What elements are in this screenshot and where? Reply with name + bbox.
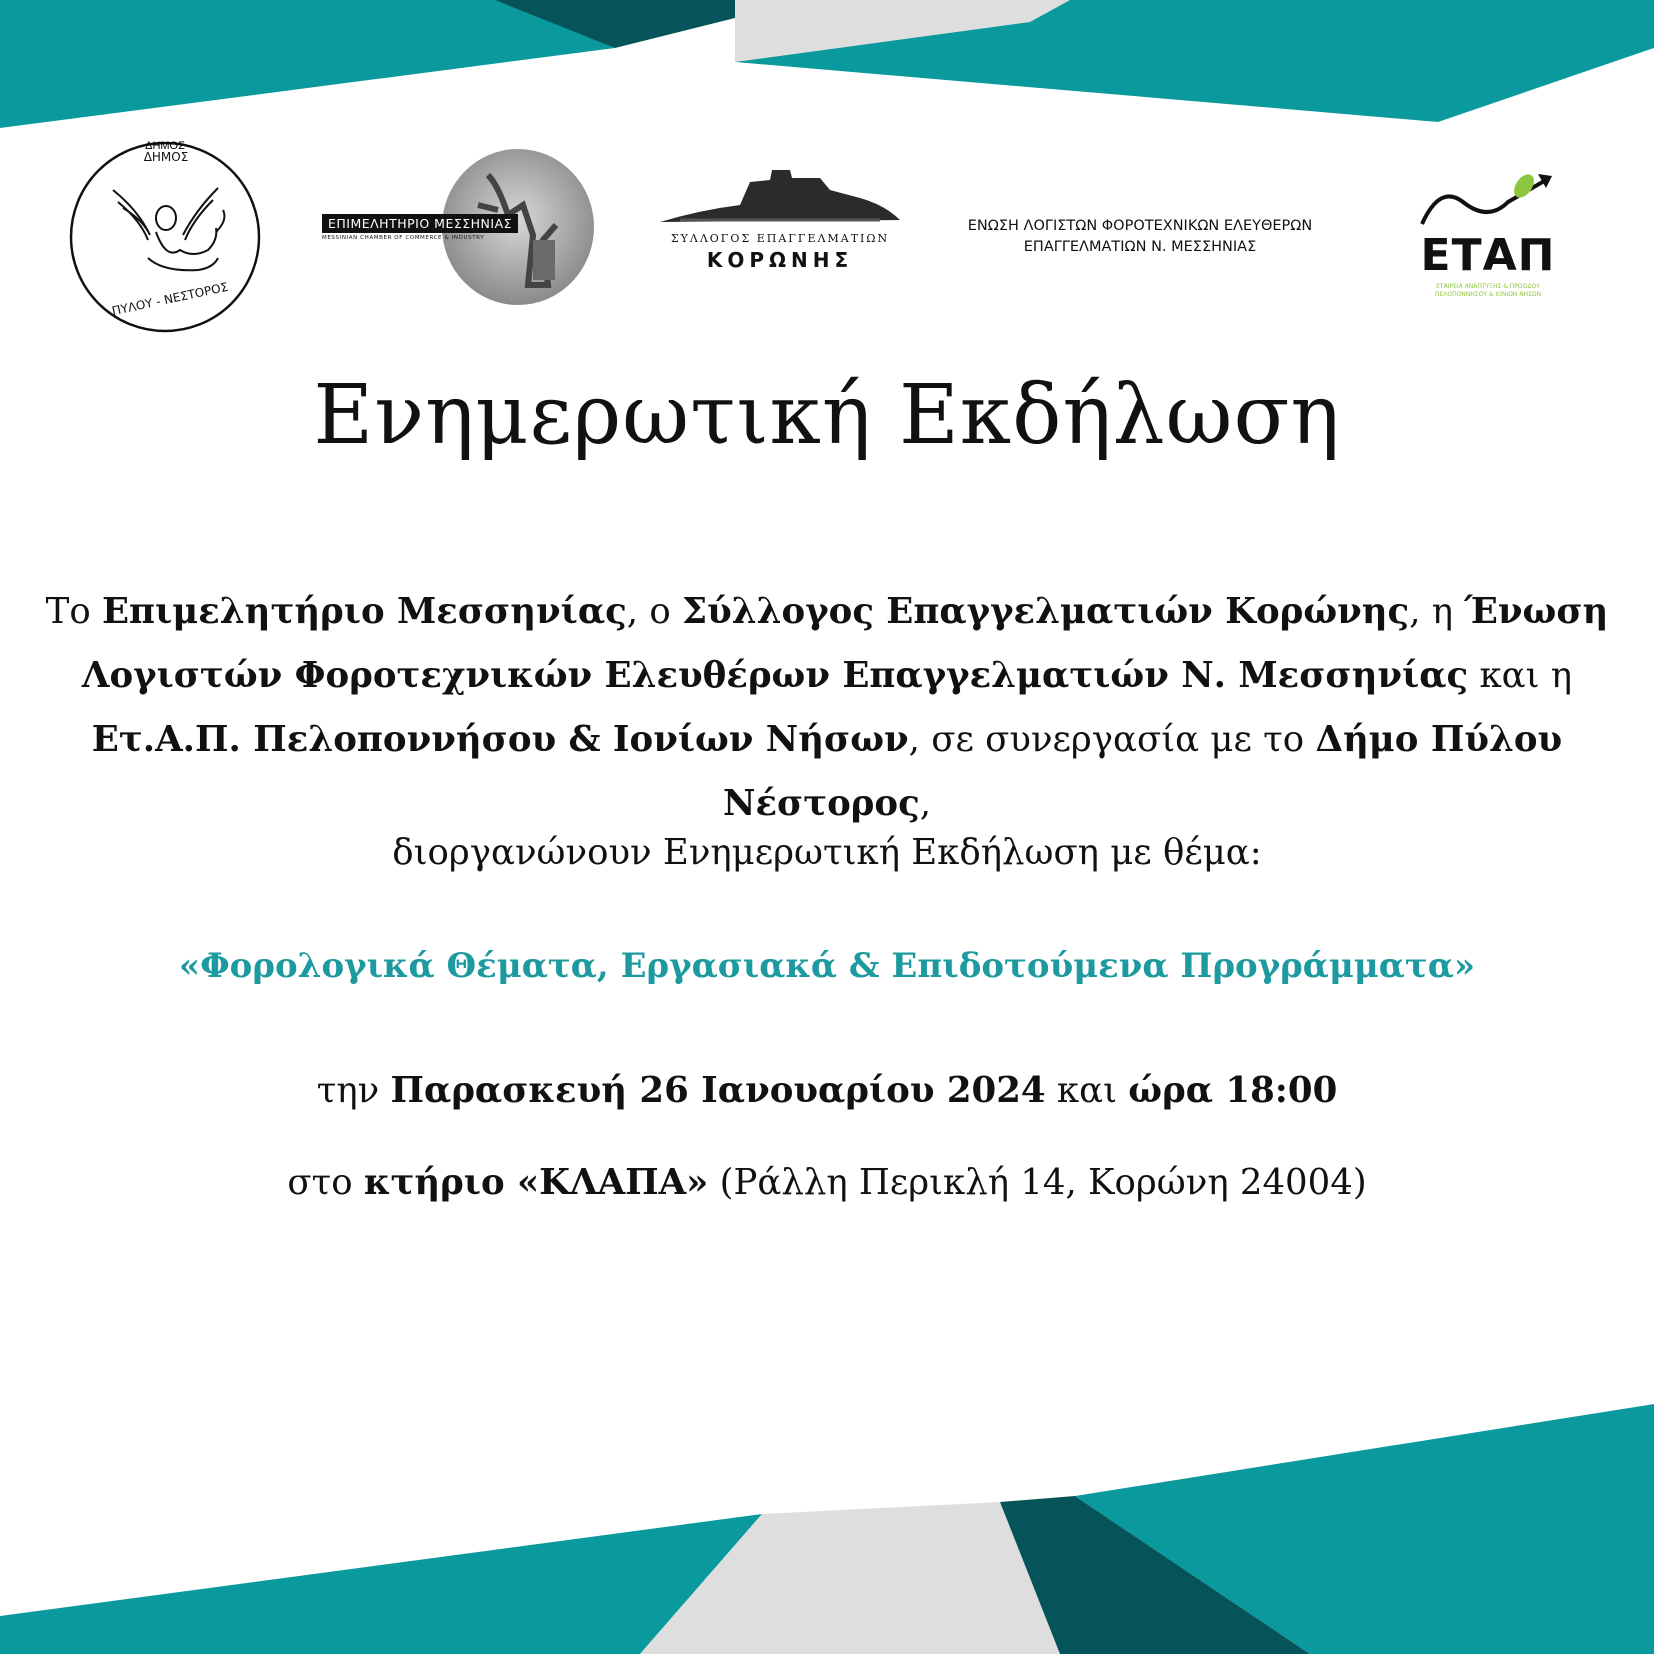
dimos-top-text: ΔΗΜΟΣ xyxy=(145,140,185,152)
winged-lion-icon xyxy=(113,188,224,270)
intro-enosi: Ένωση Λογιστών Φοροτεχνικών Ελευθέρων Επαγγελματιών Ν. Μεσσηνίας xyxy=(81,591,1609,696)
intro-text-5: , σε συνεργασία με το xyxy=(908,719,1316,760)
date-text-1: την xyxy=(316,1070,391,1111)
castle-icon xyxy=(660,160,900,230)
date-line xyxy=(0,1070,1654,1111)
chamber-sub: MESSINIAN CHAMBER OF COMMERCE & INDUSTRY xyxy=(322,235,485,241)
intro-text-6: , xyxy=(919,783,931,824)
intro-text-2: , ο xyxy=(626,591,683,632)
venue-line xyxy=(0,1162,1654,1203)
bottom-left-teal-shape xyxy=(0,1514,762,1654)
venue-name: κτήριο «ΚΛΑΠΑ» xyxy=(363,1162,709,1203)
enosi-logo-text xyxy=(940,216,1340,258)
koroni-name: ΚΟΡΩΝΗΣ xyxy=(706,248,854,272)
event-theme: «Φορολογικά Θέματα, Εργασιακά & Επιδοτούμενα Προγράμματα» xyxy=(178,946,1476,986)
growth-arrow-leaf-icon xyxy=(1418,172,1558,232)
etap-sub-1: ΕΤΑΙΡΕΙΑ ΑΝΑΠΤΥΞΗΣ & ΠΡΟΟΔΟΥ xyxy=(1436,283,1540,290)
venue-text-1: στο xyxy=(287,1162,364,1203)
etap-sub xyxy=(1418,283,1558,299)
partner-logos xyxy=(0,0,1654,330)
dimos-top-label: ΔΗΜΟΣ xyxy=(143,150,189,164)
etap-name: ΕΤΑΠ xyxy=(1420,230,1556,281)
intro-text-4: και η xyxy=(1468,655,1573,696)
event-date: Παρασκευή 26 Ιανουαρίου 2024 xyxy=(390,1070,1046,1111)
intro-dimos: Δήμο Πύλου Νέστορος xyxy=(723,719,1563,824)
intro-koroni: Σύλλογος Επαγγελματιών Κορώνης xyxy=(682,591,1410,632)
intro-chamber: Επιμελητήριο Μεσσηνίας xyxy=(102,591,627,632)
enosi-line-1: ΕΝΩΣΗ ΛΟΓΙΣΤΩΝ ΦΟΡΟΤΕΧΝΙΚΩΝ ΕΛΕΥΘΕΡΩΝ xyxy=(967,218,1313,234)
intro-etap: Ετ.Α.Π. Πελοποννήσου & Ιονίων Νήσων xyxy=(91,719,909,760)
etap-sub-2: ΠΕΛΟΠΟΝΝΗΣΟΥ & ΙΟΝΙΩΝ ΝΗΣΩΝ xyxy=(1434,291,1542,298)
date-text-2: και xyxy=(1045,1070,1129,1111)
chamber-name: ΕΠΙΜΕΛΗΤΗΡΙΟ ΜΕΣΣΗΝΙΑΣ xyxy=(322,214,518,233)
intro-paragraph xyxy=(30,580,1624,836)
intro-text-1: Το xyxy=(45,591,102,632)
enosi-line-2: ΕΠΑΓΓΕΛΜΑΤΙΩΝ Ν. ΜΕΣΣΗΝΙΑΣ xyxy=(1023,239,1257,255)
venue-address: (Ράλλη Περικλή 14, Κορώνη 24004) xyxy=(708,1162,1367,1203)
event-time: ώρα 18:00 xyxy=(1128,1070,1338,1111)
intro-text-3: , η xyxy=(1409,591,1465,632)
koroni-sub: ΣΥΛΛΟΓΟΣ ΕΠΑΓΓΕΛΜΑΤΙΩΝ xyxy=(670,232,890,245)
organize-line: διοργανώνουν Ενημερωτική Εκδήλωση με θέμα: xyxy=(392,832,1262,873)
dimos-bottom-label: ΠΥΛΟΥ - ΝΕΣΤΟΡΟΣ xyxy=(110,279,230,319)
page-title: Ενημερωτική Εκδήλωση xyxy=(313,368,1341,463)
